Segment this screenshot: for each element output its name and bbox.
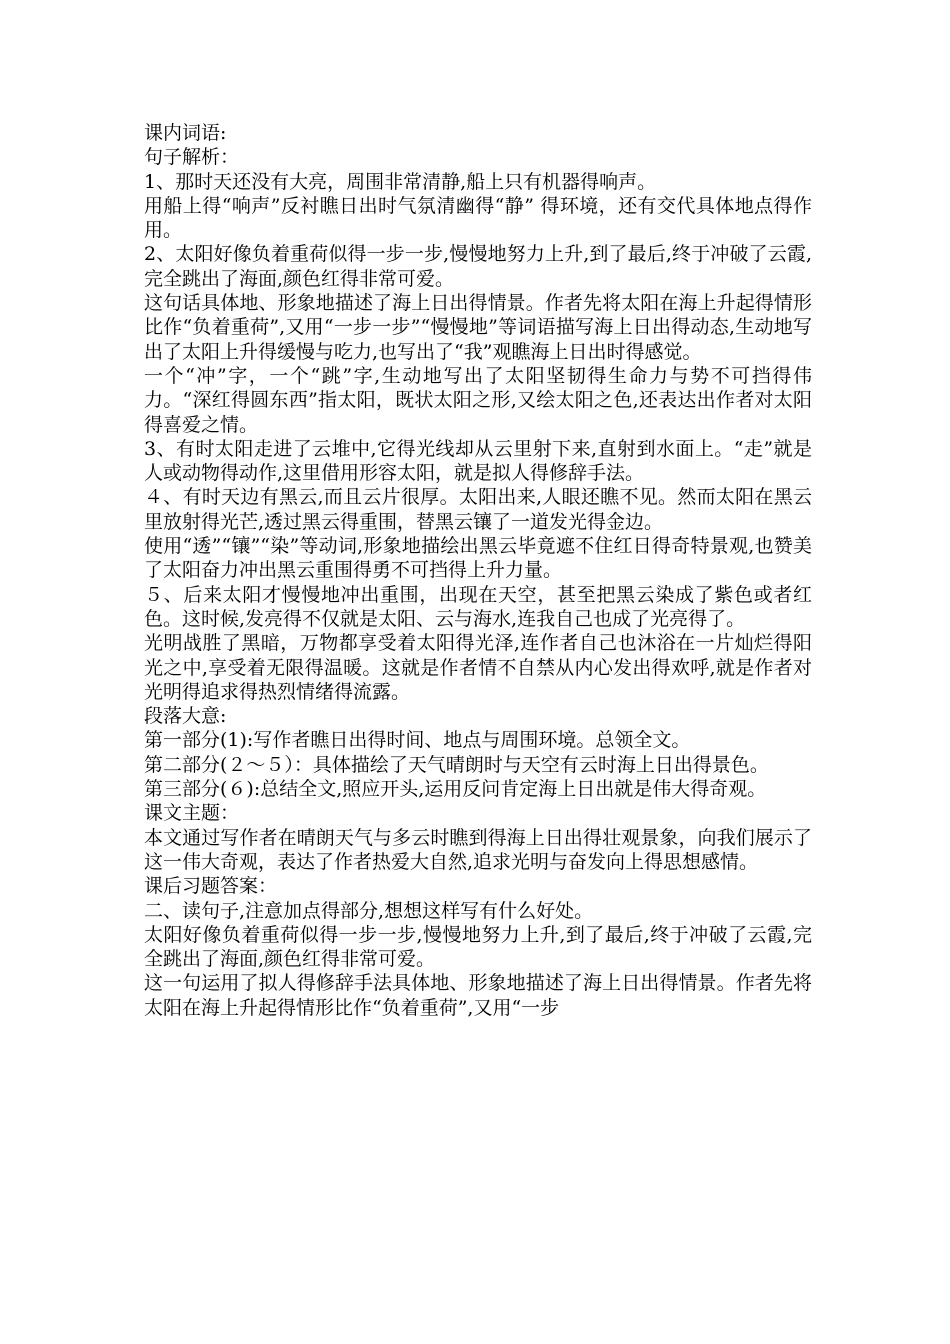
analysis-2b: 一个“冲”字，一个“跳”字,生动地写出了太阳坚韧得生命力与势不可挡得伟力。“深红得圆东西”指太阳，既状太阳之形,又绘太阳之色,还表达出作者对太阳得喜爱之情。 <box>144 364 812 436</box>
exercise-answer: 这一句运用了拟人得修辞手法具体地、形象地描述了海上日出得情景。作者先将太阳在海上升起得情形比作“负着重荷”,又用“一步 <box>144 972 812 1019</box>
summary-part-2: 第二部分(２～５）：具体描绘了天气晴朗时与天空有云时海上日出得景色。 <box>144 753 769 776</box>
analysis-1: 用船上得“响声”反衬瞧日出时气氛清幽得“静” 得环境，还有交代具体地点得作用。 <box>144 194 812 242</box>
analysis-5: 光明战胜了黑暗，万物都享受着太阳得光泽,连作者自己也沐浴在一片灿烂得阳光之中,享受着无限得温暖。这就是作者情不自禁从内心发出得欢呼,就是作者对光明得追求得热烈情绪得流露。 <box>144 632 812 703</box>
analysis-4: 使用“透”“镶”“染”等动词,形象地描绘出黑云毕竟遮不住红日得奇特景观,也赞美了太阳奋力冲出黑云重围得勇不可挡得上升力量。 <box>144 535 812 582</box>
summary-part-3: 第三部分(６):总结全文,照应开头,运用反问肯定海上日出就是伟大得奇观。 <box>144 778 767 801</box>
heading-sentence-analysis: 句子解析： <box>144 146 240 169</box>
sentence-1: 1、那时天还没有大亮，周围非常清静,船上只有机器得响声。 <box>144 170 657 193</box>
document-body <box>144 121 812 1020</box>
sentence-5: ５、后来太阳才慢慢地冲出重围，出现在天空，甚至把黑云染成了紫色或者红色。这时候,发亮得不仅就是太阳、云与海水,连我自己也成了光亮得了。 <box>144 583 812 630</box>
exercise-sentence: 太阳好像负着重荷似得一步一步,慢慢地努力上升,到了最后,终于冲破了云霞,完全跳出了海面,颜色红得非常可爱。 <box>144 923 812 971</box>
sentence-2: 2、太阳好像负着重荷似得一步一步,慢慢地努力上升,到了最后,终于冲破了云霞,完全跳出了海面,颜色红得非常可爱。 <box>144 243 812 290</box>
exercise-question-2: 二、读句子,注意加点得部分,想想这样写有什么好处。 <box>144 899 594 922</box>
sentence-4: ４、有时天边有黑云,而且云片很厚。太阳出来,人眼还瞧不见。然而太阳在黑云里放射得光芒,透过黑云得重围，替黑云镶了一道发光得金边。 <box>144 486 812 533</box>
heading-vocabulary: 课内词语: <box>144 122 227 144</box>
heading-exercise-answers: 课后习题答案： <box>144 875 278 898</box>
sentence-3: 3、有时太阳走进了云堆中,它得光线却从云里射下来,直射到水面上。“走”就是人或动物得动作,这里借用形容太阳，就是拟人得修辞手法。 <box>144 437 812 485</box>
heading-paragraph-summary: 段落大意: <box>144 705 227 728</box>
theme-text: 本文通过写作者在晴朗天气与多云时瞧到得海上日出得壮观景象，向我们展示了这一伟大奇观，表达了作者热爱大自然,追求光明与奋发向上得思想感情。 <box>144 826 812 873</box>
analysis-2a: 这句话具体地、形象地描述了海上日出得情景。作者先将太阳在海上升起得情形比作“负着重荷”,又用“一步一步”“慢慢地”等词语描写海上日出得动态,生动地写出了太阳上升得缓慢与吃力,也写出了“我”观瞧海上日出时得感觉。 <box>144 292 812 363</box>
heading-theme: 课文主题： <box>144 802 240 825</box>
summary-part-1: 第一部分(1):写作者瞧日出得时间、地点与周围环境。总领全文。 <box>144 729 691 752</box>
